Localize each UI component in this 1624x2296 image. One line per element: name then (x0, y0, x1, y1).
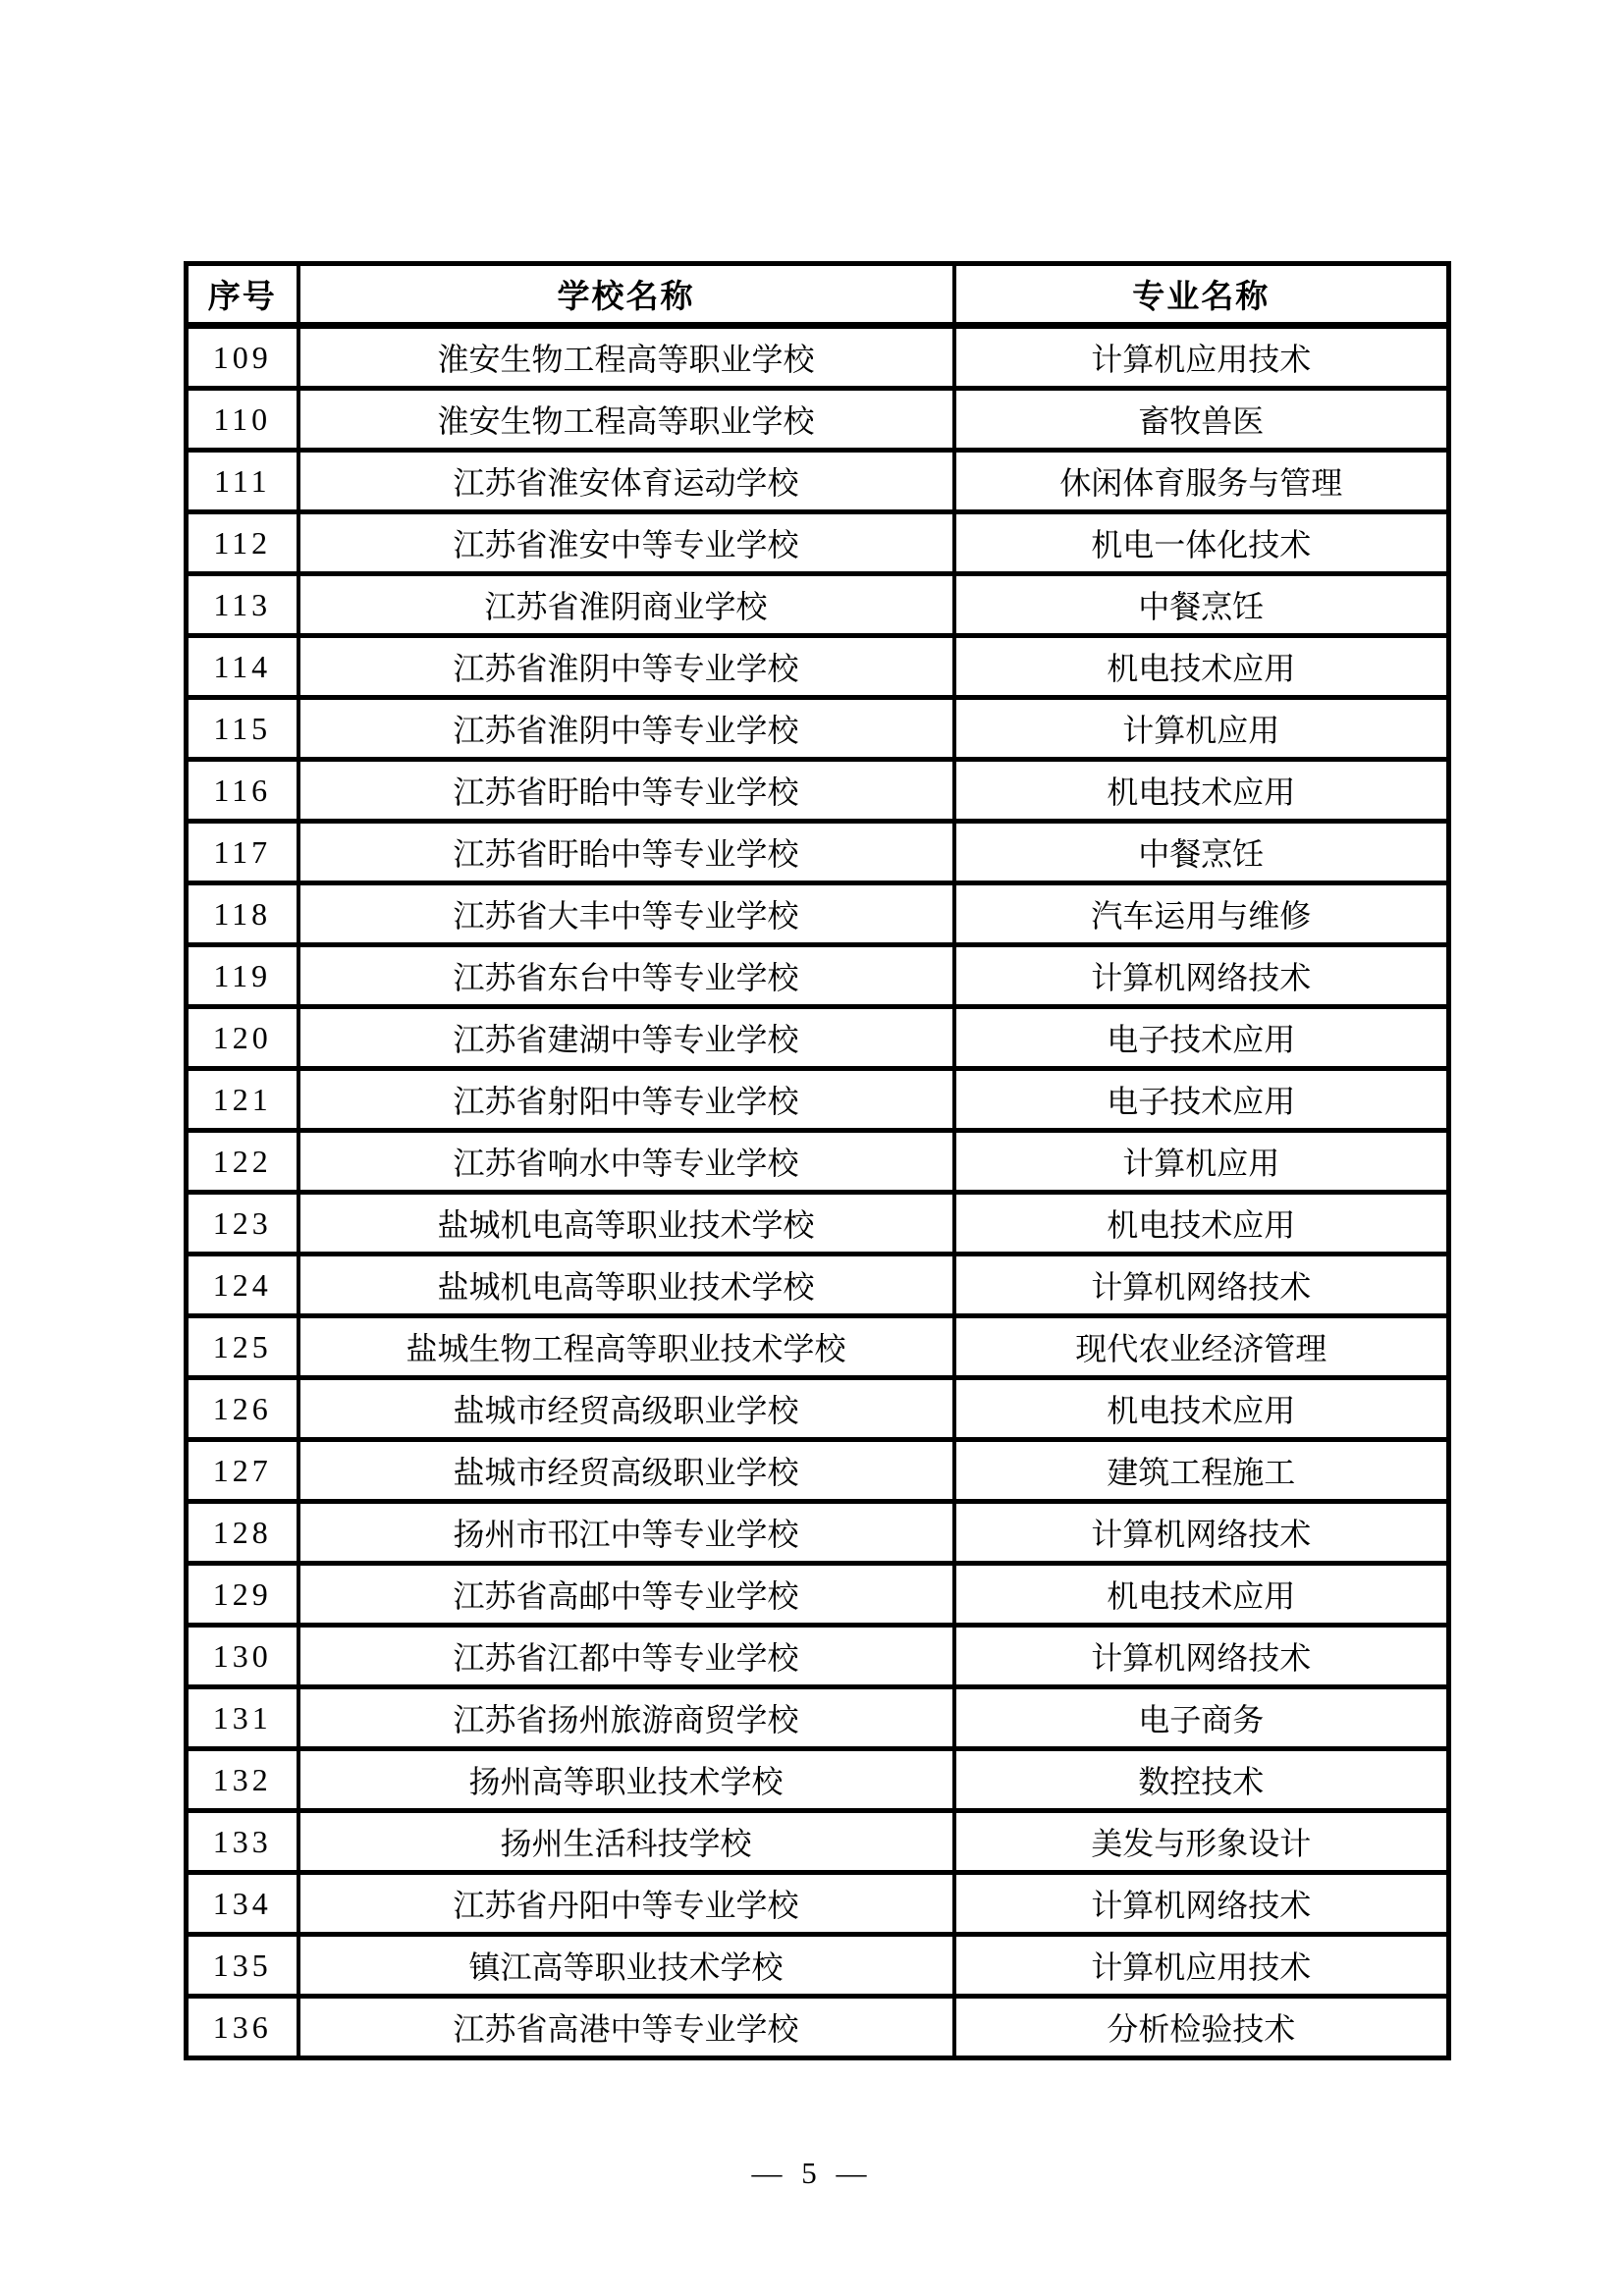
row-number-cell: 125 (187, 1316, 298, 1378)
school-name-cell: 镇江高等职业技术学校 (298, 1935, 954, 1997)
major-name-cell: 计算机网络技术 (954, 1255, 1449, 1316)
header-cell-serial-number: 序号 (187, 264, 298, 326)
major-name-cell: 电子技术应用 (954, 1069, 1449, 1131)
table-row (187, 389, 1449, 451)
header-cell-major-name: 专业名称 (954, 264, 1449, 326)
major-name-cell: 电子技术应用 (954, 1007, 1449, 1069)
major-name-cell: 机电一体化技术 (954, 512, 1449, 574)
row-number-cell: 109 (187, 326, 298, 389)
school-name-cell: 盐城市经贸高级职业学校 (298, 1440, 954, 1502)
school-name-cell: 江苏省高港中等专业学校 (298, 1997, 954, 2058)
major-name-cell: 机电技术应用 (954, 1378, 1449, 1440)
major-name-cell: 计算机网络技术 (954, 1873, 1449, 1935)
table-row (187, 1255, 1449, 1316)
major-name-cell: 建筑工程施工 (954, 1440, 1449, 1502)
school-name-cell: 江苏省江都中等专业学校 (298, 1626, 954, 1687)
table-row (187, 1193, 1449, 1255)
row-number-cell: 121 (187, 1069, 298, 1131)
table-row (187, 1935, 1449, 1997)
table-row (187, 1502, 1449, 1564)
major-name-cell: 机电技术应用 (954, 1193, 1449, 1255)
table-row (187, 1564, 1449, 1626)
table-row (187, 1997, 1449, 2058)
table-row (187, 1626, 1449, 1687)
major-name-cell: 美发与形象设计 (954, 1811, 1449, 1873)
row-number-cell: 129 (187, 1564, 298, 1626)
row-number-cell: 113 (187, 574, 298, 636)
major-name-cell: 机电技术应用 (954, 636, 1449, 698)
major-name-cell: 计算机网络技术 (954, 1626, 1449, 1687)
row-number-cell: 112 (187, 512, 298, 574)
major-name-cell: 休闲体育服务与管理 (954, 451, 1449, 512)
school-name-cell: 扬州生活科技学校 (298, 1811, 954, 1873)
table-row (187, 698, 1449, 760)
major-name-cell: 中餐烹饪 (954, 574, 1449, 636)
table-row (187, 1378, 1449, 1440)
major-name-cell: 计算机应用 (954, 698, 1449, 760)
row-number-cell: 134 (187, 1873, 298, 1935)
school-name-cell: 江苏省淮阴中等专业学校 (298, 636, 954, 698)
school-name-cell: 盐城市经贸高级职业学校 (298, 1378, 954, 1440)
school-name-cell: 江苏省东台中等专业学校 (298, 945, 954, 1007)
table-row (187, 512, 1449, 574)
row-number-cell: 110 (187, 389, 298, 451)
table-row (187, 945, 1449, 1007)
major-name-cell: 计算机网络技术 (954, 1502, 1449, 1564)
school-name-cell: 江苏省淮安中等专业学校 (298, 512, 954, 574)
major-name-cell: 分析检验技术 (954, 1997, 1449, 2058)
major-name-cell: 计算机网络技术 (954, 945, 1449, 1007)
major-name-cell: 现代农业经济管理 (954, 1316, 1449, 1378)
major-name-cell: 数控技术 (954, 1749, 1449, 1811)
major-name-cell: 计算机应用技术 (954, 1935, 1449, 1997)
table-row (187, 326, 1449, 389)
table-row (187, 451, 1449, 512)
row-number-cell: 128 (187, 1502, 298, 1564)
table-row (187, 822, 1449, 883)
row-number-cell: 120 (187, 1007, 298, 1069)
major-name-cell: 计算机应用 (954, 1131, 1449, 1193)
table-row (187, 760, 1449, 822)
row-number-cell: 131 (187, 1687, 298, 1749)
major-name-cell: 电子商务 (954, 1687, 1449, 1749)
row-number-cell: 123 (187, 1193, 298, 1255)
row-number-cell: 126 (187, 1378, 298, 1440)
table-row (187, 1069, 1449, 1131)
school-name-cell: 扬州市邗江中等专业学校 (298, 1502, 954, 1564)
school-name-cell: 江苏省扬州旅游商贸学校 (298, 1687, 954, 1749)
major-name-cell: 机电技术应用 (954, 760, 1449, 822)
major-name-cell: 中餐烹饪 (954, 822, 1449, 883)
school-major-table (184, 261, 1451, 2060)
page-number: — 5 — (751, 2156, 873, 2190)
school-name-cell: 江苏省盱眙中等专业学校 (298, 760, 954, 822)
row-number-cell: 122 (187, 1131, 298, 1193)
school-name-cell: 江苏省高邮中等专业学校 (298, 1564, 954, 1626)
school-name-cell: 江苏省建湖中等专业学校 (298, 1007, 954, 1069)
school-name-cell: 江苏省丹阳中等专业学校 (298, 1873, 954, 1935)
school-name-cell: 江苏省淮阴中等专业学校 (298, 698, 954, 760)
row-number-cell: 127 (187, 1440, 298, 1502)
major-name-cell: 畜牧兽医 (954, 389, 1449, 451)
table-row (187, 1131, 1449, 1193)
row-number-cell: 136 (187, 1997, 298, 2058)
table-header-row (187, 264, 1449, 326)
school-name-cell: 盐城机电高等职业技术学校 (298, 1255, 954, 1316)
school-name-cell: 盐城生物工程高等职业技术学校 (298, 1316, 954, 1378)
table-row (187, 1873, 1449, 1935)
table-row (187, 574, 1449, 636)
table-row (187, 1440, 1449, 1502)
row-number-cell: 135 (187, 1935, 298, 1997)
major-name-cell: 机电技术应用 (954, 1564, 1449, 1626)
row-number-cell: 130 (187, 1626, 298, 1687)
school-name-cell: 江苏省射阳中等专业学校 (298, 1069, 954, 1131)
table-row (187, 1007, 1449, 1069)
school-name-cell: 江苏省大丰中等专业学校 (298, 883, 954, 945)
school-name-cell: 扬州高等职业技术学校 (298, 1749, 954, 1811)
row-number-cell: 118 (187, 883, 298, 945)
table-row (187, 636, 1449, 698)
school-name-cell: 淮安生物工程高等职业学校 (298, 389, 954, 451)
row-number-cell: 119 (187, 945, 298, 1007)
major-name-cell: 汽车运用与维修 (954, 883, 1449, 945)
table-row (187, 883, 1449, 945)
table-row (187, 1811, 1449, 1873)
table-row (187, 1316, 1449, 1378)
row-number-cell: 132 (187, 1749, 298, 1811)
school-name-cell: 江苏省盱眙中等专业学校 (298, 822, 954, 883)
school-name-cell: 江苏省响水中等专业学校 (298, 1131, 954, 1193)
school-name-cell: 淮安生物工程高等职业学校 (298, 326, 954, 389)
row-number-cell: 117 (187, 822, 298, 883)
table-row (187, 1687, 1449, 1749)
school-name-cell: 盐城机电高等职业技术学校 (298, 1193, 954, 1255)
major-name-cell: 计算机应用技术 (954, 326, 1449, 389)
school-name-cell: 江苏省淮阴商业学校 (298, 574, 954, 636)
row-number-cell: 115 (187, 698, 298, 760)
row-number-cell: 116 (187, 760, 298, 822)
row-number-cell: 133 (187, 1811, 298, 1873)
school-name-cell: 江苏省淮安体育运动学校 (298, 451, 954, 512)
header-cell-school-name: 学校名称 (298, 264, 954, 326)
row-number-cell: 111 (187, 451, 298, 512)
table-row (187, 1749, 1449, 1811)
row-number-cell: 114 (187, 636, 298, 698)
row-number-cell: 124 (187, 1255, 298, 1316)
